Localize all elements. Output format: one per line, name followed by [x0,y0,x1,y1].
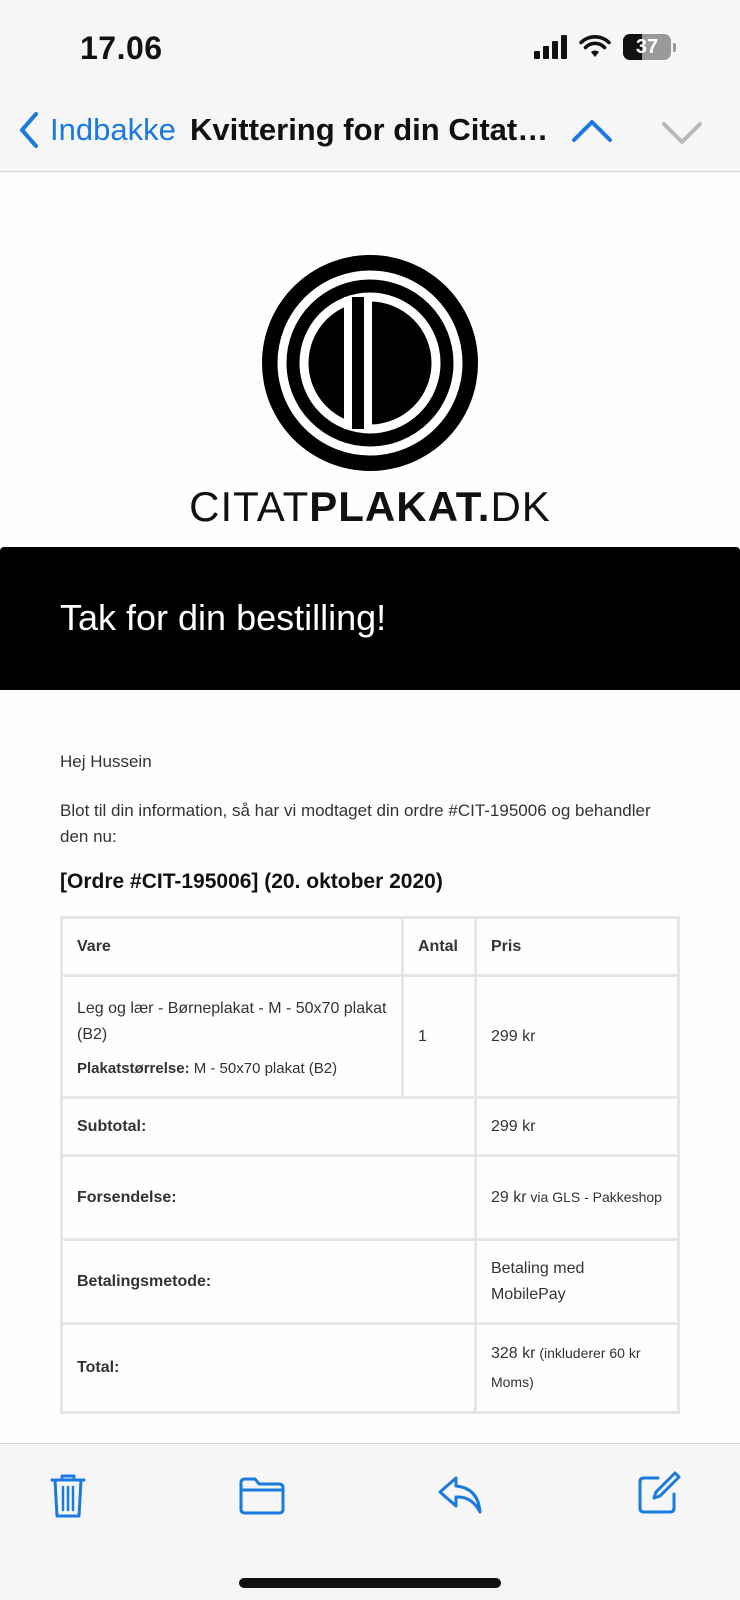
total-note: (inkluderer 60 kr Moms) [490,1345,641,1390]
status-icons [534,34,676,60]
shipping-value: 29 kr [490,1189,527,1206]
intro-text: Blot til din information, så har vi modtaget din ordre #CIT-195006 og behandler den nu: [60,801,651,846]
total-cell [475,1324,678,1413]
logo-emblem-icon [260,253,480,473]
chevron-left-icon [16,110,42,150]
header-item: Vare [62,918,403,976]
item-meta-value: M - 50x70 plakat (B2) [189,1060,338,1077]
status-time: 17.06 [80,30,163,66]
header-price: Pris [475,918,678,976]
next-message-button[interactable] [660,110,704,159]
nav-bar [0,100,740,172]
total-row [62,1324,679,1413]
trash-icon [48,1472,88,1520]
delete-button[interactable] [48,1472,88,1525]
compose-button[interactable] [636,1470,682,1521]
order-table [60,916,680,1414]
payment-label: Betalingsmetode: [62,1240,476,1324]
back-button[interactable] [16,110,176,150]
battery-icon [623,34,671,60]
home-indicator[interactable] [239,1578,501,1588]
item-meta-label: Plakatstørrelse: [77,1060,190,1077]
battery-level: 37 [635,35,659,58]
total-value: 328 kr [490,1345,536,1362]
citatplakat-logo [0,253,740,478]
item-cell [62,976,403,1098]
shipping-cell [475,1156,678,1240]
payment-value: Betaling med MobilePay [475,1240,678,1324]
bottom-toolbar [0,1443,740,1600]
email-body[interactable] [0,173,740,1443]
item-qty: 1 [403,976,476,1098]
subtotal-label: Subtotal: [62,1098,476,1156]
email-subject-title: Kvittering for din Citat… [190,112,549,147]
subtotal-value: 299 kr [475,1098,678,1156]
order-heading: [Ordre #CIT-195006] (20. oktober 2020) [60,870,443,893]
wifi-icon [579,35,611,59]
logo-text-light: CITAT [189,483,310,530]
total-label: Total: [62,1324,476,1413]
subtotal-row [62,1098,679,1156]
status-bar [0,0,740,100]
logo-wordmark [0,483,740,531]
logo-text-bold: PLAKAT [309,483,478,530]
payment-row [62,1240,679,1324]
compose-icon [636,1470,682,1516]
back-label: Indbakke [50,112,176,147]
move-to-folder-button[interactable] [238,1476,286,1521]
table-row [62,976,679,1098]
shipping-row [62,1156,679,1240]
previous-message-button[interactable] [570,110,614,159]
item-name: Leg og lær - Børneplakat - M - 50x70 plakat (B2) [77,1000,387,1043]
folder-icon [238,1476,286,1516]
logo-text-tail: DK [490,483,551,530]
banner-title: Tak for din bestilling! [60,597,387,638]
header-qty: Antal [403,918,476,976]
item-price: 299 kr [475,976,678,1098]
reply-icon [436,1474,484,1516]
greeting: Hej Hussein [60,752,152,771]
chevron-up-icon [570,110,614,154]
reply-button[interactable] [436,1474,484,1521]
chevron-down-icon [660,110,704,154]
cellular-signal-icon [534,35,567,59]
item-meta [77,1060,387,1077]
thank-you-banner [0,547,740,690]
table-header-row [62,918,679,976]
shipping-note: via GLS - Pakkeshop [526,1189,662,1205]
logo-text-dot: . [477,483,491,530]
shipping-label: Forsendelse: [62,1156,476,1240]
